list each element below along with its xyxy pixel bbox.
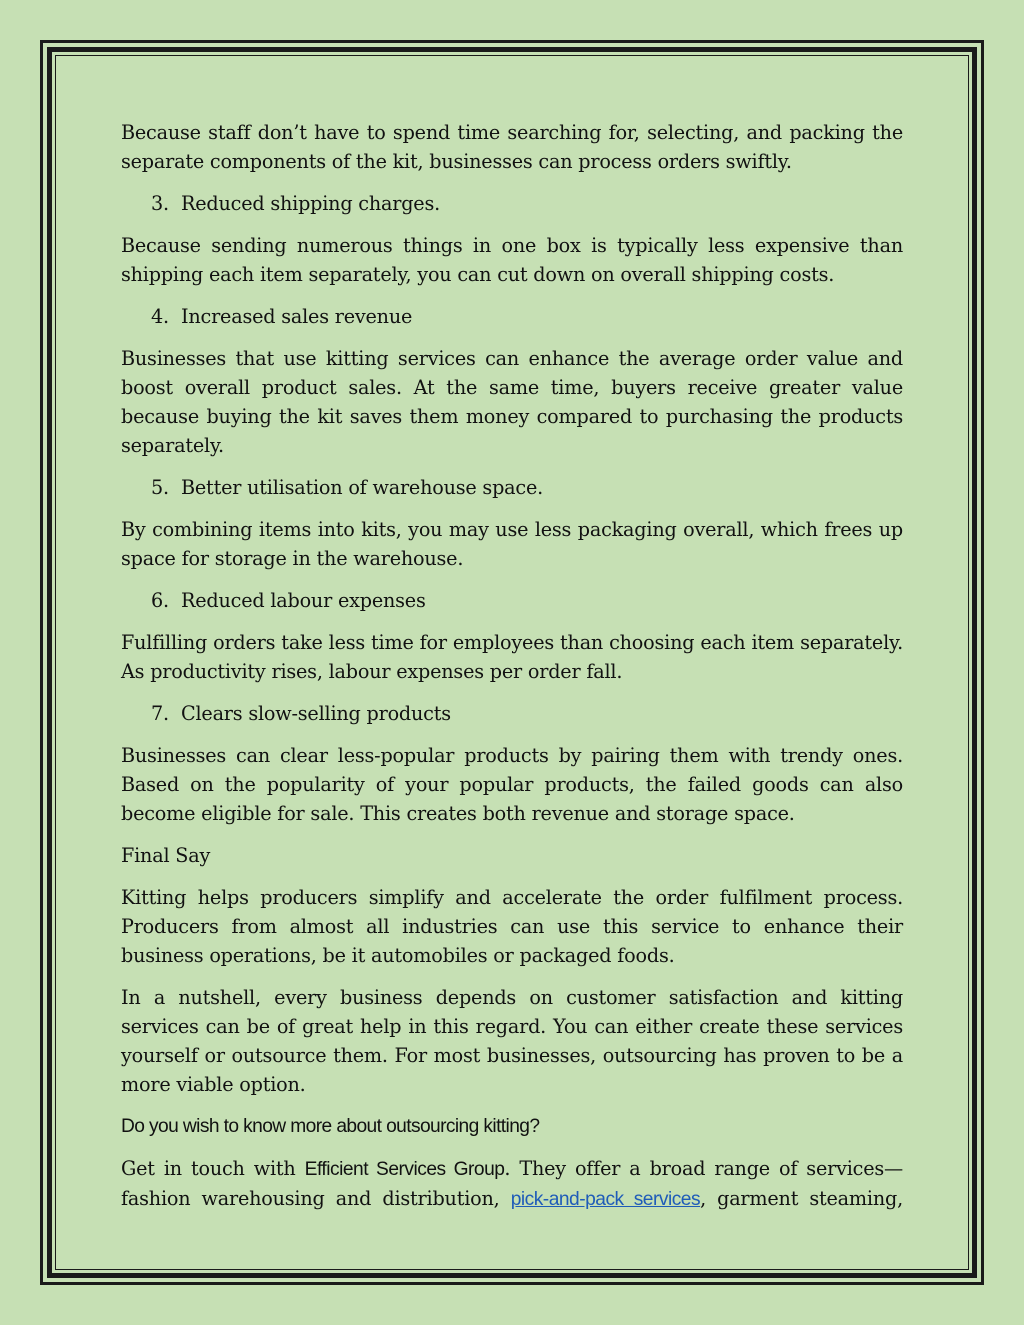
list-item-label: Better utilisation of warehouse space. [181,476,544,499]
paragraph-kitting-helps: Kitting helps producers simplify and accelerate the order fulfilment process. Producers from almost all industries can use this service to enhance their business operations, be it automobiles or packaged foods. [121,886,903,967]
list-item-label: Increased sales revenue [181,305,413,328]
list-item-label: Reduced labour expenses [181,589,426,612]
get-in-touch-text: Get in touch with [121,1157,305,1180]
document-body [121,118,903,1227]
list-number: 4. [151,305,169,328]
list-item-reduced-shipping [121,189,903,218]
paragraph-kit-processing: Because staff don’t have to spend time searching for, selecting, and packing the separate components of the kit, businesses can process orders swiftly. [121,121,903,173]
list-item-warehouse-space [121,473,903,502]
question-heading: Do you wish to know more about outsourcing kitting? [121,1116,540,1137]
paragraph-sales-revenue: Businesses that use kitting services can enhance the average order value and boost overall product sales. At the same time, buyers receive greater value because buying the kit saves them money compared to purchasing the products separately. [121,347,903,457]
list-item-label: Clears slow-selling products [181,702,451,725]
list-number: 6. [151,589,169,612]
list-number: 3. [151,192,169,215]
list-item-label: Reduced shipping charges. [181,192,441,215]
services-text: . They offer a broad range of services—fashion warehousing and distribution, [121,1157,903,1210]
pick-and-pack-link[interactable]: pick-and-pack services [510,1189,701,1210]
paragraph-slow-selling: Businesses can clear less-popular products by pairing them with trendy ones. Based on the popularity of your popular products, the failed goods can also become eligible for sale. This creates both revenue and storage space. [121,744,903,825]
paragraph-warehouse-space: By combining items into kits, you may use less packaging overall, which frees up space for storage in the warehouse. [121,518,903,570]
list-item-labour-expenses [121,586,903,615]
paragraph-nutshell: In a nutshell, every business depends on customer satisfaction and kitting services can be of great help in this regard. You can either create these services yourself or outsource them. For most businesses, outsourcing has proven to be a more viable option. [121,986,903,1096]
list-item-sales-revenue [121,302,903,331]
list-number: 5. [151,476,169,499]
list-item-slow-selling [121,699,903,728]
list-number: 7. [151,702,169,725]
section-heading-final-say: Final Say [121,844,211,867]
brand-name: Efficient Services Group [304,1159,505,1180]
paragraph-get-in-touch [121,1154,903,1214]
paragraph-shipping-costs: Because sending numerous things in one box is typically less expensive than shipping each item separately, you can cut down on overall shipping costs. [121,234,903,286]
paragraph-labour-expenses: Fulfilling orders take less time for employees than choosing each item separately. As productivity rises, labour expenses per order fall. [121,631,903,683]
services-end-text: , garment steaming, [700,1187,903,1210]
